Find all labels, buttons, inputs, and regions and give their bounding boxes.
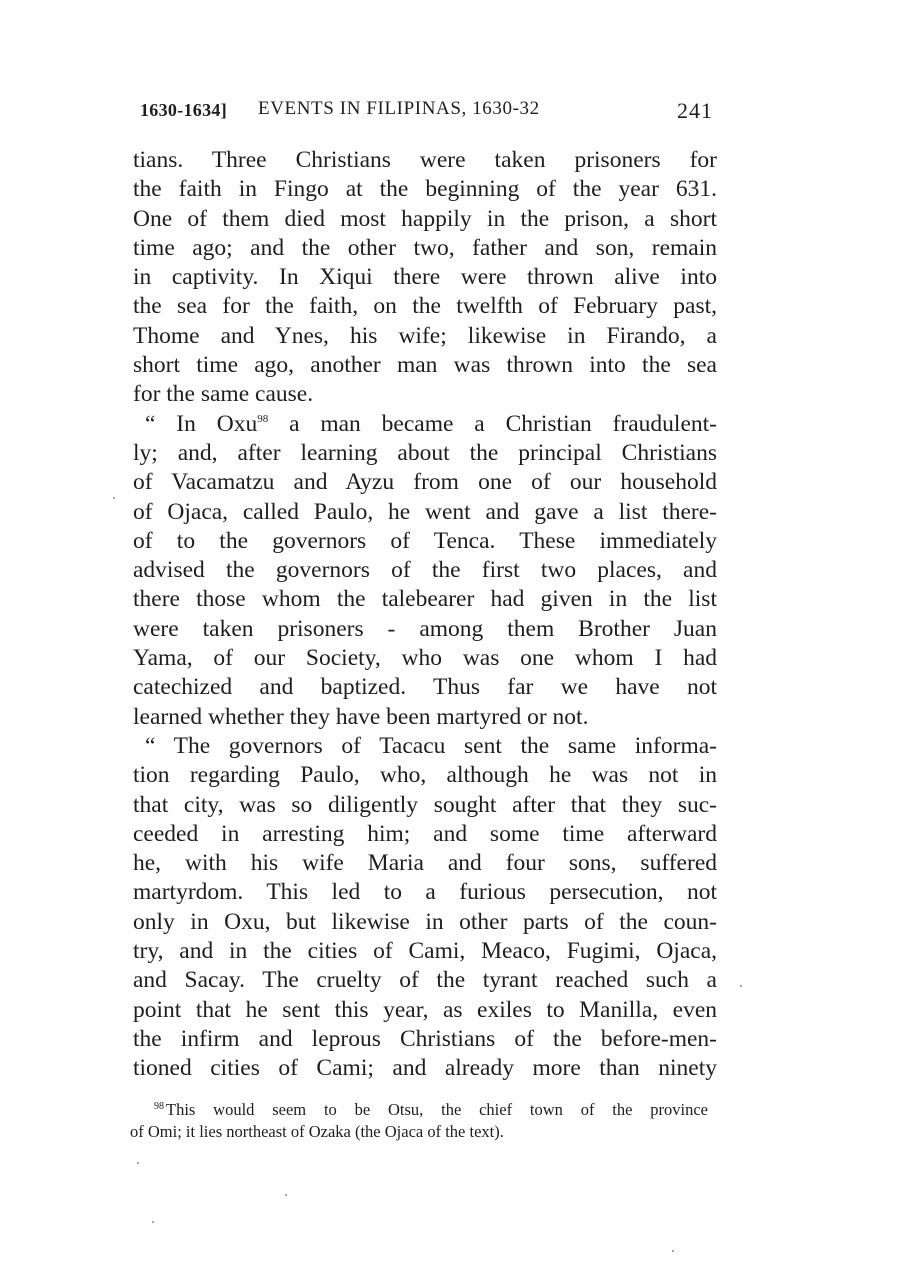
text-line: only in Oxu, but likewise in other parts of the coun- <box>133 908 717 935</box>
running-head-date-range: 1630-1634] <box>140 100 227 120</box>
footnote-line <box>130 1099 708 1121</box>
scan-speck <box>285 1194 287 1196</box>
text-line: were taken prisoners - among them Brother Juan <box>133 615 717 642</box>
footnote-text: This would seem to be Otsu, the chief town of the province <box>166 1100 708 1119</box>
text-line: there those whom the talebearer had given in the list <box>133 586 717 613</box>
body-text <box>133 146 717 1084</box>
text-line: tion regarding Paulo, who, although he was not in <box>133 762 717 789</box>
scan-speck <box>137 1162 139 1164</box>
footnote-marker: 98 <box>154 1100 164 1112</box>
running-head <box>140 98 715 128</box>
text-line: martyrdom. This led to a furious persecution, not <box>133 879 717 906</box>
text-line: of to the governors of Tenca. These immediately <box>133 527 717 554</box>
text-line: point that he sent this year, as exiles to Manilla, even <box>133 996 717 1023</box>
page-number: 241 <box>677 98 713 123</box>
footnote-reference[interactable]: 98 <box>257 412 269 425</box>
text-line: for the same cause. <box>133 381 314 408</box>
text-line: that city, was so diligently sought after that they suc- <box>133 791 717 818</box>
text-fragment: “ In Oxu <box>145 410 258 437</box>
text-line: One of them died most happily in the prison, a short <box>133 205 717 232</box>
text-line: of Ojaca, called Paulo, he went and gave a list there- <box>133 498 717 525</box>
text-line: “ The governors of Tacacu sent the same informa- <box>145 732 717 759</box>
scan-speck <box>113 497 115 499</box>
scan-speck <box>672 1250 674 1252</box>
text-line: the faith in Fingo at the beginning of the year 631. <box>133 176 717 203</box>
text-line: in captivity. In Xiqui there were thrown alive into <box>133 264 717 291</box>
text-fragment: a man became a Christian fraudulent- <box>268 410 717 437</box>
scan-speck <box>152 1221 154 1223</box>
text-line: he, with his wife Maria and four sons, suffered <box>133 850 717 877</box>
running-head-title: EVENTS IN FILIPINAS, 1630-32 <box>258 98 540 119</box>
text-line: Yama, of our Society, who was one whom I had <box>133 645 717 672</box>
text-line: of Vacamatzu and Ayzu from one of our household <box>133 469 717 496</box>
text-line-with-footnote-ref <box>133 410 717 439</box>
text-line: ly; and, after learning about the principal Christians <box>133 439 717 466</box>
text-line: short time ago, another man was thrown into the sea <box>133 352 717 379</box>
text-line: Thome and Ynes, his wife; likewise in Firando, a <box>133 322 717 349</box>
text-line: try, and in the cities of Cami, Meaco, Fugimi, Ojaca, <box>133 938 717 965</box>
text-line: the infirm and leprous Christians of the before-men- <box>133 1025 717 1052</box>
text-line: and Sacay. The cruelty of the tyrant reached such a <box>133 967 717 994</box>
footnote-line: of Omi; it lies northeast of Ozaka (the Ojaca of the text). <box>130 1122 504 1141</box>
text-line: time ago; and the other two, father and son, remain <box>133 234 717 261</box>
text-line: catechized and baptized. Thus far we have not <box>133 674 717 701</box>
text-line: tians. Three Christians were taken prisoners for <box>133 147 717 173</box>
footnote <box>130 1099 708 1143</box>
scan-speck <box>740 985 742 987</box>
text-line: advised the governors of the first two places, and <box>133 557 717 584</box>
text-line: tioned cities of Cami; and already more than ninety <box>133 1055 717 1082</box>
text-line: learned whether they have been martyred or not. <box>133 703 589 730</box>
text-line: the sea for the faith, on the twelfth of February past, <box>133 293 717 320</box>
text-line: ceeded in arresting him; and some time afterward <box>133 820 717 847</box>
